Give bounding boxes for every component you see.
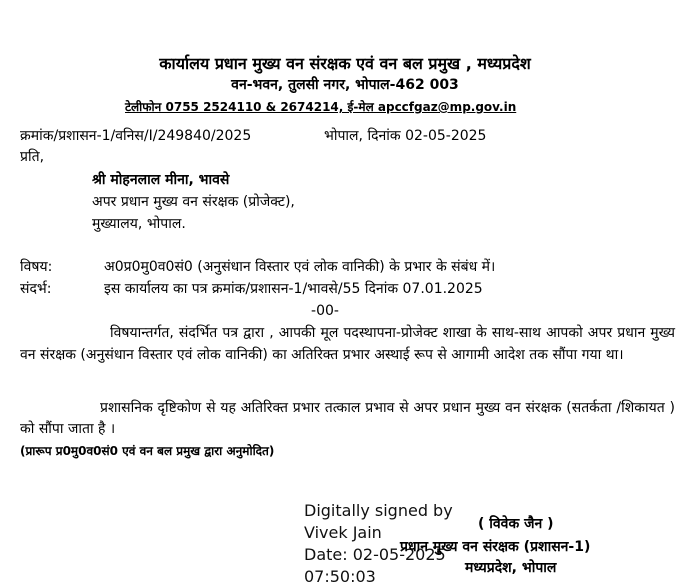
recipient-line-2: मुख्यालय, भोपाल. [92, 216, 186, 232]
digital-signature-line-4: 07:50:03 [304, 567, 376, 586]
body-paragraph-1: विषयान्तर्गत, संदर्भित पत्र द्वारा , आपकी मूल पदस्थापना-प्रोजेक्ट शाखा के साथ-साथ आपको अपर प्रधान मुख्य वन संरक्षक (अनुसंधान विस्तार एवं लोक वानिकी) का अतिरिक्त प्रभार अस्थाई रूप से आगामी आदेश तक सौंपा गया था। [20, 325, 675, 363]
digital-signature-line-3: Date: 02-05-2025 [304, 545, 446, 564]
context-text: इस कार्यालय का पत्र क्रमांक/प्रशासन-1/भावसे/55 दिनांक 07.01.2025 [104, 281, 483, 297]
letterhead-address: वन-भवन, तुलसी नगर, भोपाल-462 003 [231, 77, 459, 93]
subject-text: अ0प्र0मु0व0सं0 (अनुसंधान विस्तार एवं लोक वानिकी) के प्रभार के संबंध में। [104, 259, 496, 275]
signatory-name: ( विवेक जैन ) [478, 516, 554, 532]
section-divider: -00- [311, 303, 339, 319]
recipient-name: श्री मोहनलाल मीना, भावसे [92, 172, 230, 188]
draft-approval-note: (प्रारूप प्र0मु0व0सं0 एवं वन बल प्रमुख द्वारा अनुमोदित) [20, 444, 275, 458]
recipient-label: प्रति, [20, 149, 45, 165]
reference-number: क्रमांक/प्रशासन-1/वनिस/I/249840/2025 [20, 128, 252, 144]
context-label: संदर्भ: [20, 281, 52, 297]
letterhead-title: कार्यालय प्रधान मुख्य वन संरक्षक एवं वन बल प्रमुख , मध्यप्रदेश [159, 54, 531, 73]
digital-signature-line-2: Vivek Jain [304, 523, 382, 542]
body-paragraph-2: प्रशासनिक दृष्टिकोण से यह अतिरिक्त प्रभार तत्काल प्रभाव से अपर प्रधान मुख्य वन संरक्षक (सतर्कता /शिकायत ) को सौंपा जाता है । [20, 400, 675, 437]
digital-signature-line-1: Digitally signed by [304, 501, 453, 520]
signatory-designation: प्रधान मुख्य वन संरक्षक (प्रशासन-1) [400, 539, 591, 555]
recipient-line-1: अपर प्रधान मुख्य वन संरक्षक (प्रोजेक्ट), [92, 194, 295, 210]
subject-label: विषय: [20, 259, 53, 275]
letterhead-contact: टेलीफोन 0755 2524110 & 2674214, ई-मेल apccfgaz@mp.gov.in [125, 100, 517, 114]
signatory-place: मध्यप्रदेश, भोपाल [465, 560, 557, 576]
place-date: भोपाल, दिनांक 02-05-2025 [324, 128, 487, 144]
